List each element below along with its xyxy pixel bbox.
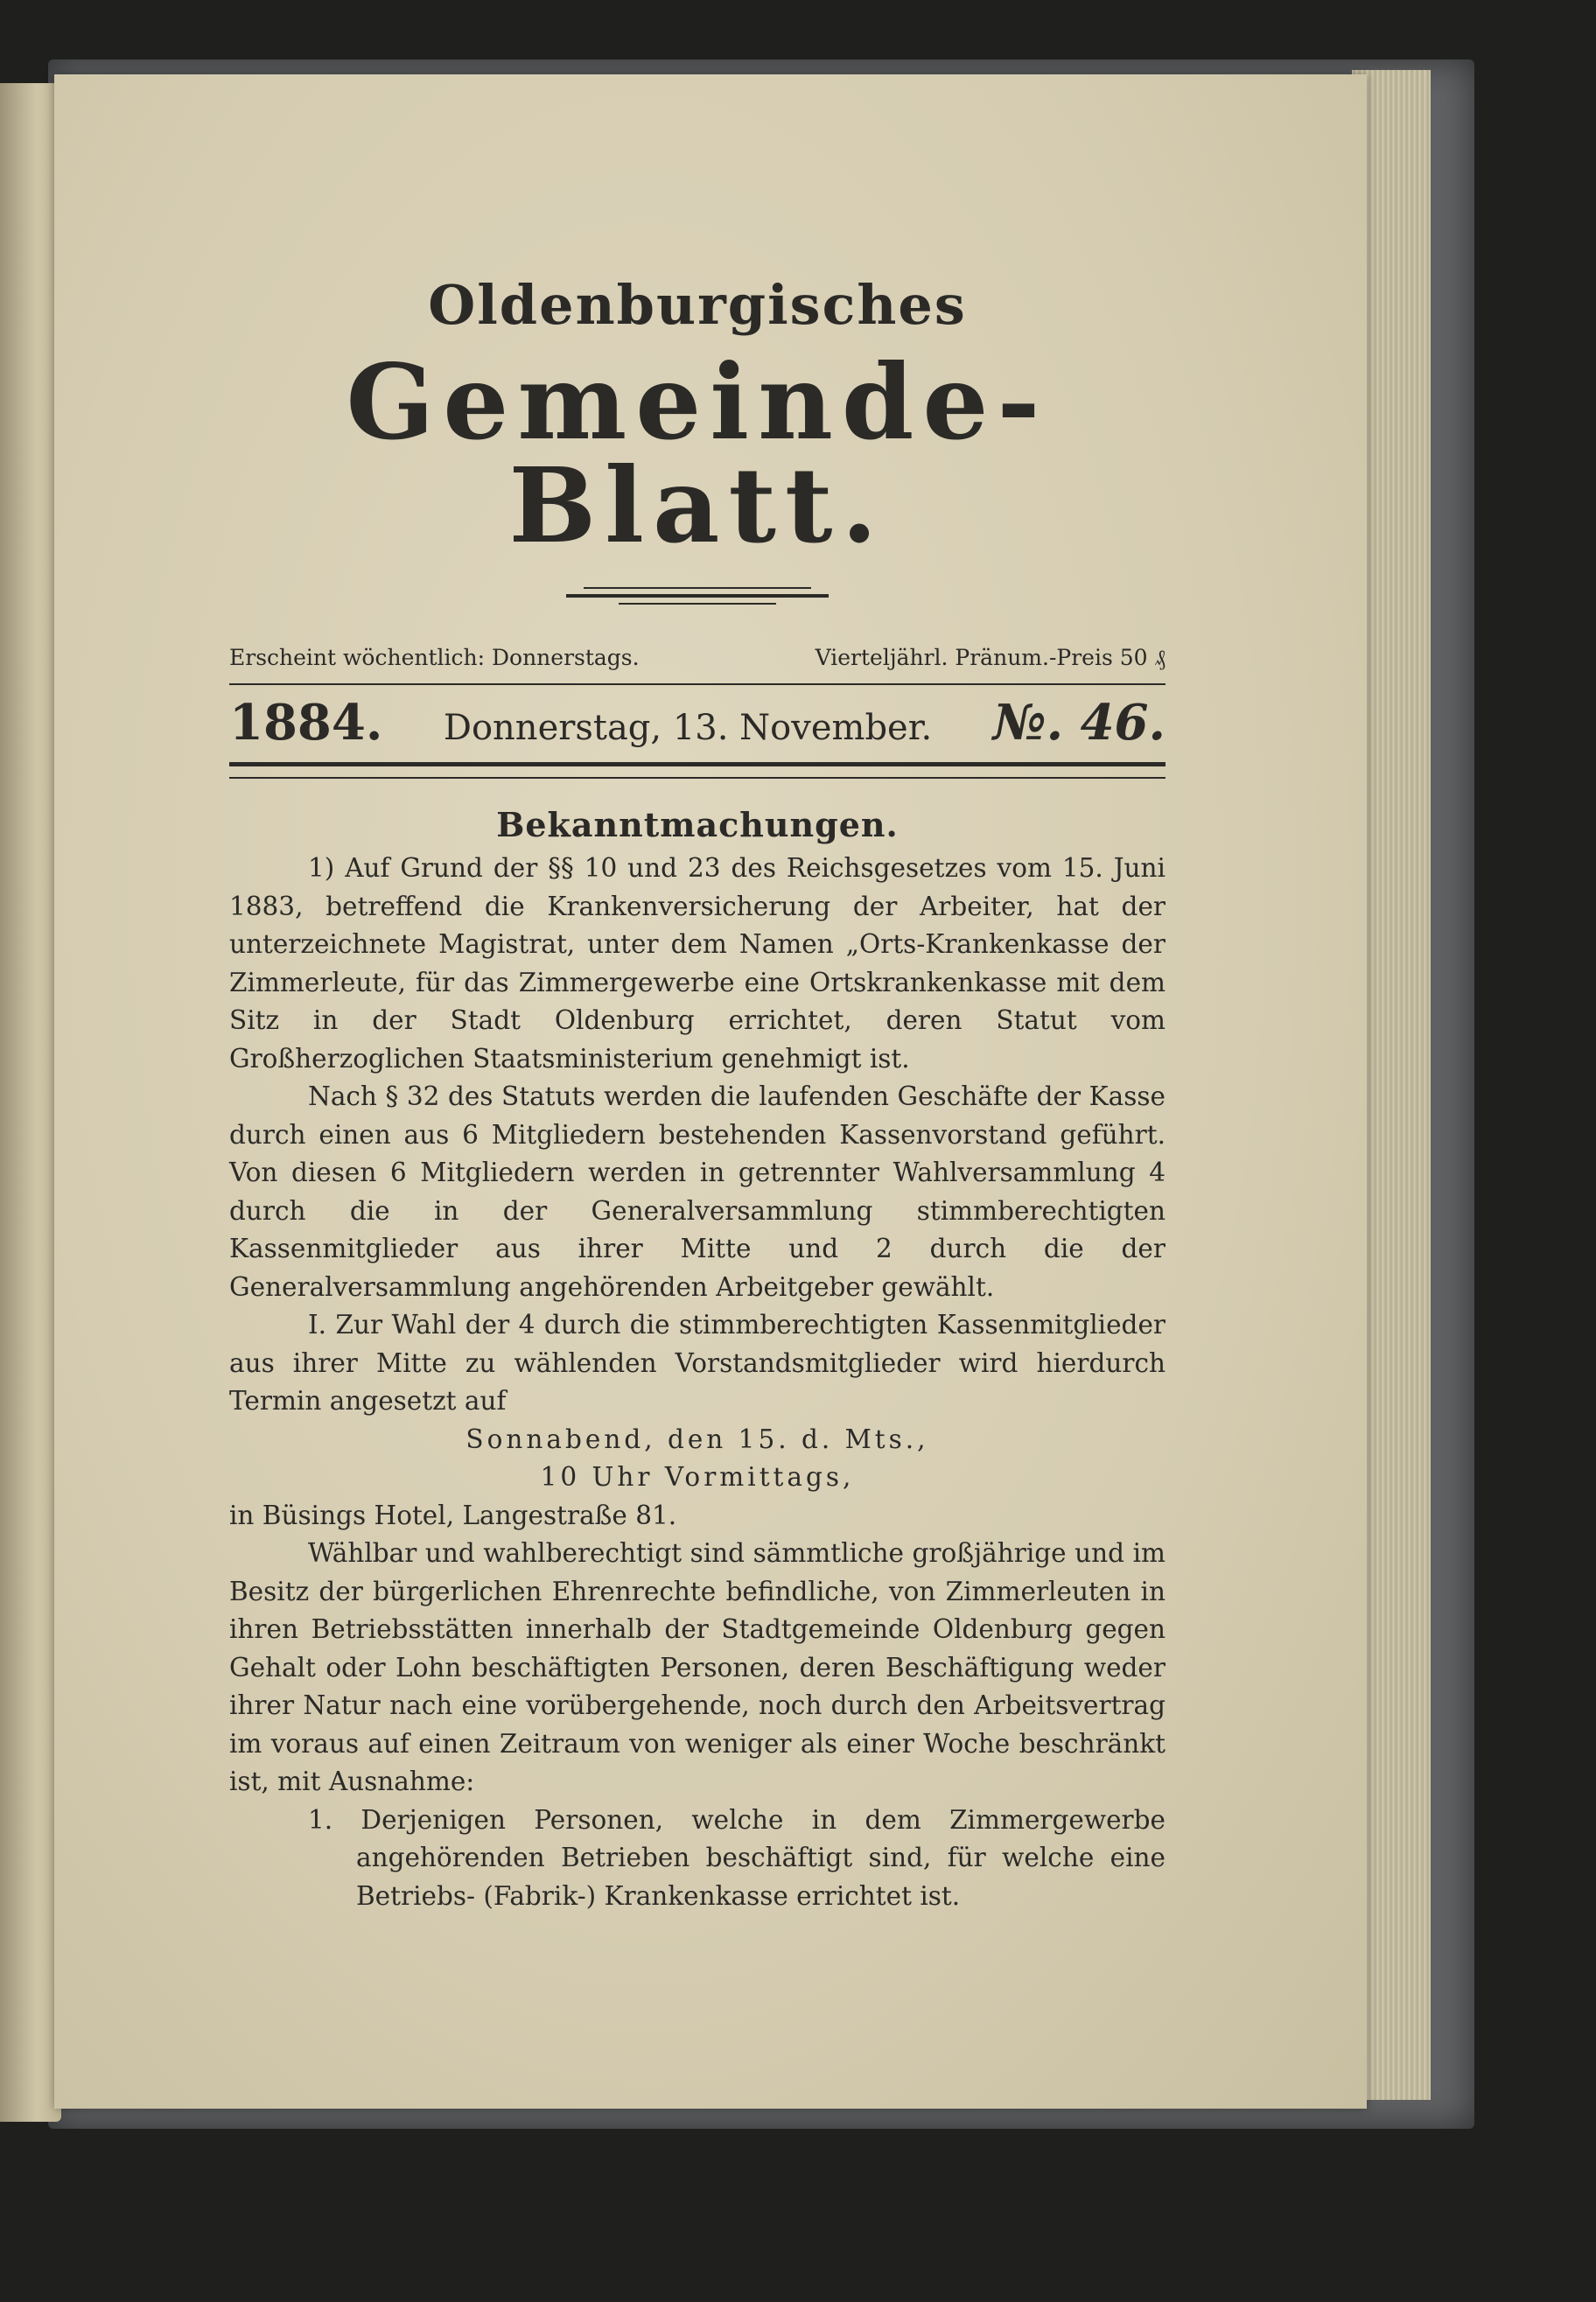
divider-double — [229, 762, 1166, 779]
paragraph-1: 1) Auf Grund der §§ 10 und 23 des Reichsgesetzes vom 15. Juni 1883, betreffend die Krankenversicherung der Arbeiter, hat der unterzeichnete Magistrat, unter dem Namen „Orts-Krankenkasse der Zimmerleute, für das Zimmergewerbe eine Ortskrankenkasse mit dem Sitz in der Stadt Oldenburg errichtet, deren Statut vom Großherzoglichen Staatsministerium genehmigt ist. — [229, 853, 1166, 1074]
masthead-title: Gemeinde-Blatt. — [346, 341, 1049, 567]
meeting-time: 10 Uhr Vormittags, — [540, 1462, 855, 1493]
issue-year: 1884. — [229, 694, 383, 752]
page-content — [229, 273, 1166, 1915]
masthead-subtitle: Oldenburgisches — [428, 273, 967, 337]
section-title: Bekanntmachungen. — [496, 805, 899, 845]
issue-date: Donnerstag, 13. November. — [443, 708, 933, 749]
paragraph-4: Wählbar und wahlberechtigt sind sämmtliche großjährige und im Besitz der bürgerlichen Ehrenrechte befindliche, von Zimmerleuten in ihren Betriebsstätten innerhalb der Stadtgemeinde Oldenburg gegen Gehalt oder Lohn beschäftigten Personen, deren Beschäftigung weder ihrer Natur nach eine vorübergehende, noch durch den Arbeitsvertrag im voraus auf einen Zeitraum von weniger als einer Woche beschränkt ist, mit Ausnahme: — [229, 1538, 1166, 1797]
paragraph-2: Nach § 32 des Statuts werden die laufenden Geschäfte der Kasse durch einen aus 6 Mitgliedern bestehenden Kassenvorstand geführt. Von diesen 6 Mitgliedern werden in getrennter Wahlversammlung 4 durch die in der Generalversammlung stimmberechtigten Kassenmitglieder aus ihrer Mitte und 2 durch die der Generalversammlung angehörenden Arbeitgeber gewählt. — [229, 1081, 1166, 1302]
meeting-date: Sonnabend, den 15. d. Mts., — [466, 1424, 929, 1454]
masthead-ornament — [566, 584, 829, 610]
meeting-place: in Büsings Hotel, Langestraße 81. — [229, 1500, 677, 1530]
previous-page-edge — [0, 83, 61, 2122]
article-body — [229, 850, 1166, 1915]
publication-info — [229, 645, 1166, 671]
subscription-price: Vierteljährl. Pränum.-Preis 50 ₰ — [815, 645, 1166, 671]
publication-frequency: Erscheint wöchentlich: Donnerstags. — [229, 645, 640, 671]
divider-thin — [229, 683, 1166, 685]
issue-line — [229, 694, 1166, 752]
newspaper-page — [54, 74, 1367, 2109]
paragraph-3: I. Zur Wahl der 4 durch die stimmberechtigten Kassenmitglieder aus ihrer Mitte zu wählenden Vorstandsmitglieder wird hierdurch Termin angesetzt auf — [229, 1310, 1166, 1417]
issue-number: №. 46. — [992, 694, 1166, 752]
list-item: 1. Derjenigen Personen, welche in dem Zimmergewerbe angehörenden Betrieben beschäftigt sind, für welche eine Betriebs- (Fabrik-) Krankenkasse errichtet ist. — [308, 1804, 1166, 1911]
